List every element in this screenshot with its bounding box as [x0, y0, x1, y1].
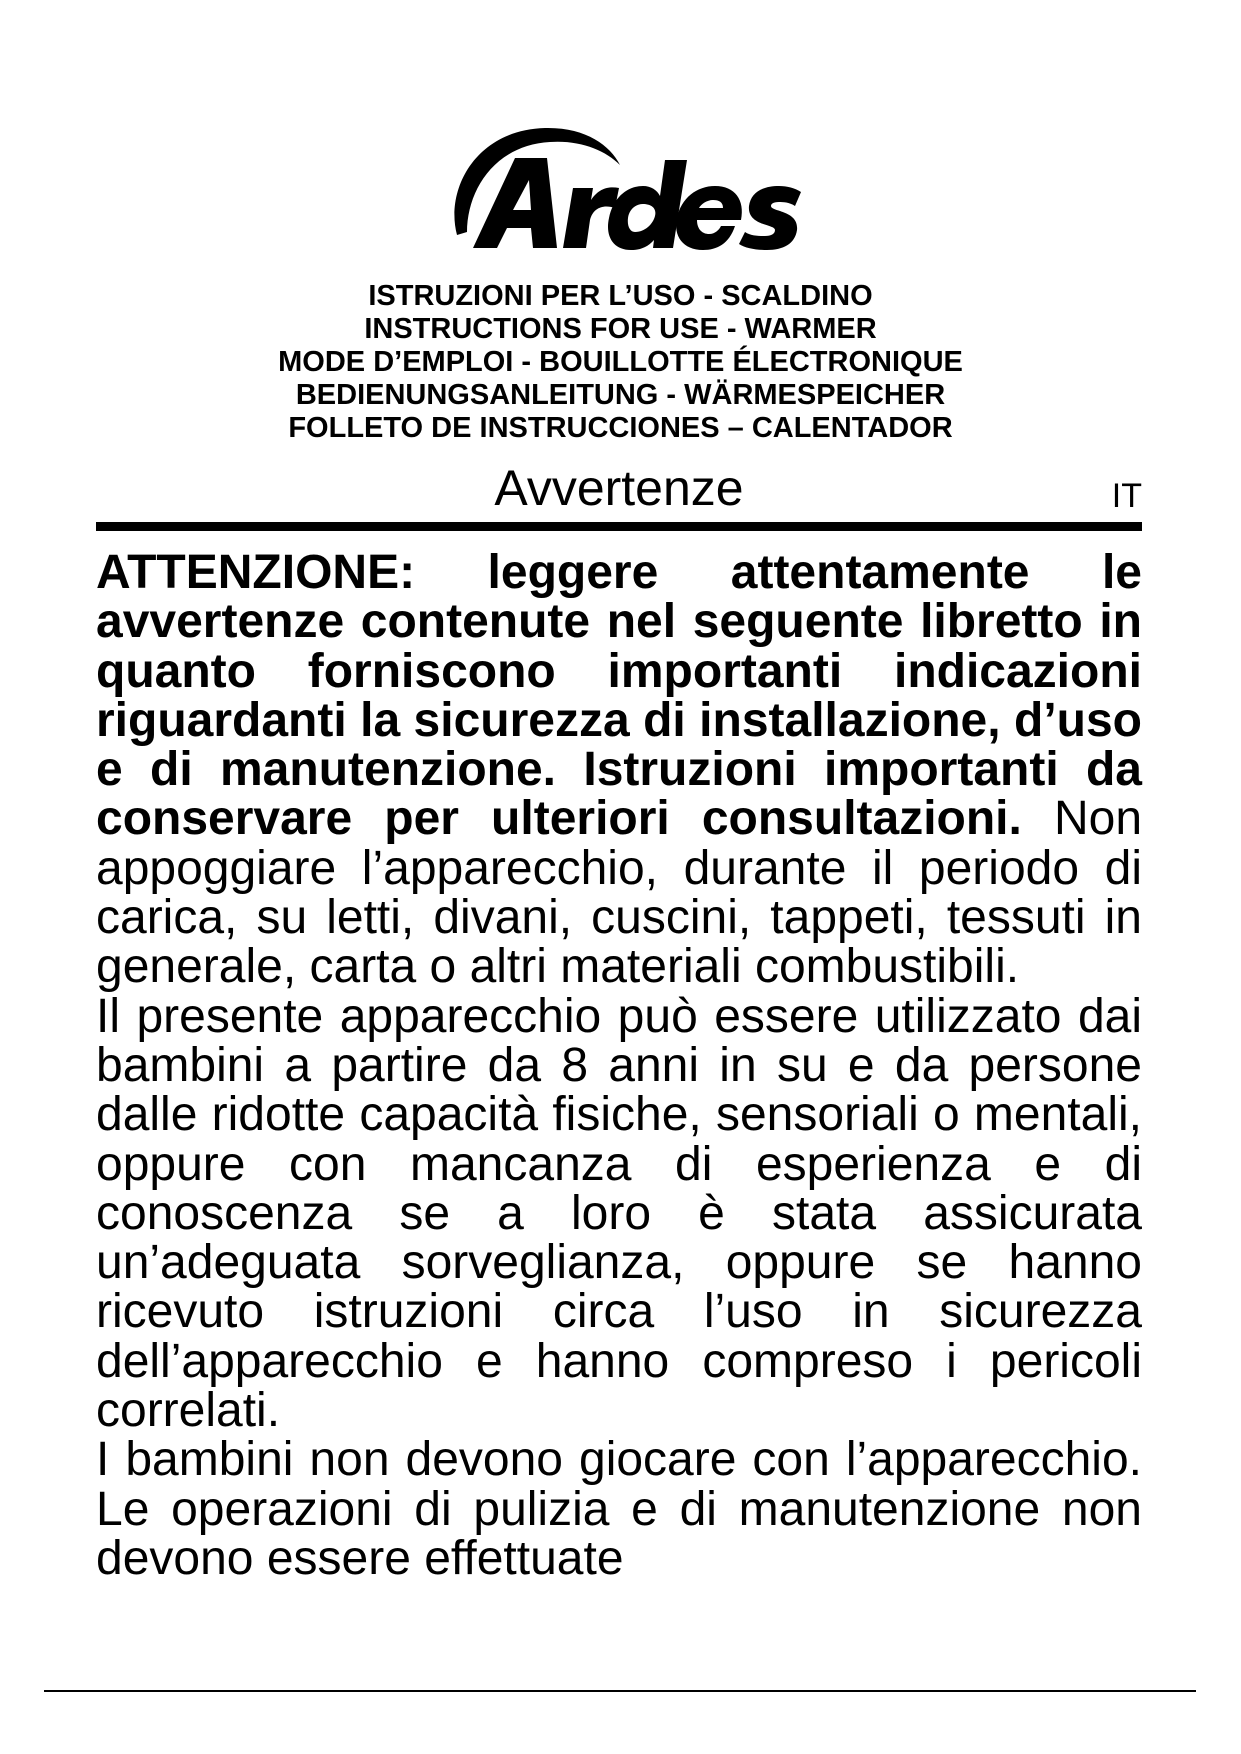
title-german: BEDIENUNGSANLEITUNG - WÄRMESPEICHER — [295, 379, 946, 411]
title-spanish: FOLLETO DE INSTRUCCIONES – CALENTADOR — [288, 412, 953, 444]
section-title: Avvertenze — [494, 460, 744, 516]
title-french: MODE D’EMPLOI - BOUILLOTTE ÉLECTRONIQUE — [278, 346, 963, 378]
language-code: IT — [1111, 477, 1142, 515]
paragraph-children-play: I bambini non devono giocare con l’apparecchio. Le operazioni di pulizia e di manutenzione non devono essere effettuate — [96, 1433, 1142, 1585]
paragraph-children-usage: Il presente apparecchio può essere utilizzato dai bambini a partire da 8 anni in su e da persone dalle ridotte capacità fisiche, sensoriali o mentali, oppure con mancanza di esperienza e di conoscenza se a loro è stata assicurata un’adeguata sorveglianza, oppure se hanno ricevuto istruzioni circa l’uso in sicurezza dell’apparecchio e hanno compreso i pericoli correlati. — [96, 989, 1142, 1438]
placement-warning: Non appoggiare l’apparecchio, durante il periodo di carica, su letti, divani, cuscini, tappeti, tessuti in generale, carta o altri materiali combustibili. — [96, 792, 1143, 994]
section-header — [96, 458, 1142, 518]
attention-notice: ATTENZIONE: leggere attentamente le avvertenze contenute nel seguente libretto in quanto forniscono importanti indicazioni riguardanti la sicurezza di installazione, d’uso e di manutenzione. — [96, 546, 1142, 797]
ardes-logo-mark — [445, 120, 805, 270]
footer-divider — [44, 1690, 1196, 1692]
ardes-logo — [445, 120, 805, 270]
keep-instructions-notice: Istruzioni importanti da conservare per ulteriori consultazioni. — [96, 743, 1143, 846]
logo-letter-d — [608, 160, 687, 250]
logo-letter-s — [739, 186, 801, 250]
manual-titles — [0, 280, 1241, 445]
title-english: INSTRUCTIONS FOR USE - WARMER — [364, 313, 877, 345]
paragraph-attention — [96, 548, 1142, 992]
warnings-text — [96, 548, 1142, 1583]
logo-letter-e — [676, 186, 742, 250]
section-divider — [96, 522, 1142, 531]
title-italian: ISTRUZIONI PER L’USO - SCALDINO — [368, 280, 873, 312]
